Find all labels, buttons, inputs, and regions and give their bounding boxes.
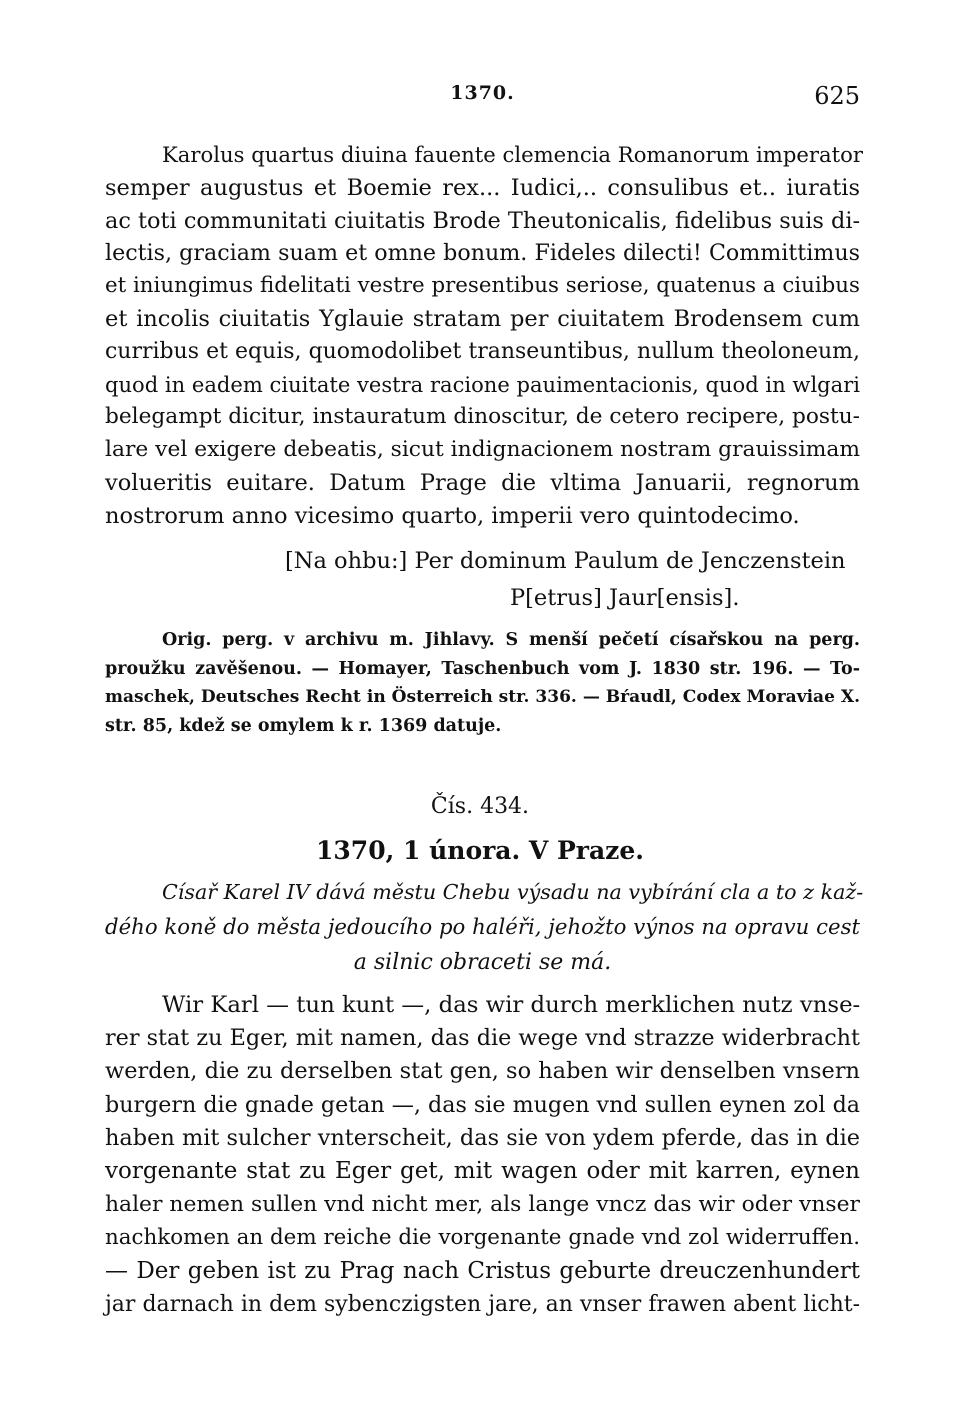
text-line: rer stat zu Eger, mit namen, das die wege vnd strazze widerbracht	[105, 1025, 860, 1052]
text-line: lectis, graciam suam et omne bonum. Fideles dilecti! Committimus	[105, 240, 860, 267]
document-number: Čís. 434.	[430, 794, 530, 819]
text-line: jar darnach in dem sybenczigsten jare, an vnser frawen abent licht-	[105, 1291, 860, 1317]
page-number: 625	[814, 82, 860, 110]
document-heading: 1370, 1 února. V Praze.	[316, 836, 644, 865]
summary-line: dého koně do města jedoucího po haléři, jehožto výnos na opravu cest	[105, 915, 860, 940]
text-line: Karolus quartus diuina fauente clemencia Romanorum imperator	[162, 142, 863, 167]
text-line: Wir Karl — tun kunt —, das wir durch merklichen nutz vnse-	[162, 992, 861, 1018]
running-header	[105, 82, 860, 112]
document-summary	[105, 875, 864, 980]
note-line: proužku zavěšenou. — Homayer, Taschenbuch vom J. 1830 str. 196. — To-	[105, 658, 860, 679]
text-line: haben mit sulcher vnterscheit, das sie von ydem pferde, das in die	[105, 1124, 860, 1151]
text-line: vorgenante stat zu Eger get, mit wagen oder mit karren, eynen	[105, 1157, 860, 1184]
text-line: volueritis euitare. Datum Prage die vltima Januarii, regnorum	[105, 469, 860, 496]
text-line: burgern die gnade getan —, das sie mugen vnd sullen eynen zol da	[105, 1091, 860, 1118]
note-line: maschek, Deutsches Recht in Österreich str. 336. — Bŕaudl, Codex Moraviae X.	[105, 687, 860, 707]
text-line: semper augustus et Boemie rex... Iudici,.. consulibus et.. iuratis	[105, 174, 860, 201]
signature-line-1: [Na ohbu:] Per dominum Paulum de Jenczenstein	[285, 548, 846, 574]
note-line: Orig. perg. v archivu m. Jihlavy. S menší pečetí císařskou na perg.	[162, 630, 860, 650]
text-line: ac toti communitati ciuitatis Brode Theutonicalis, fidelibus suis di-	[105, 207, 861, 234]
german-charter-text	[105, 989, 860, 1321]
text-line: belegampt dicitur, instauratum dinoscitur, de cetero recipere, postu-	[105, 404, 860, 430]
text-line: quod in eadem ciuitate vestra racione pauimentacionis, quod in wlgari	[105, 371, 860, 397]
text-line: et iniungimus fidelitati vestre presentibus seriose, quatenus a ciuibus	[105, 273, 860, 299]
summary-line: Císař Karel IV dává městu Chebu výsadu na vybírání cla a to z kaž-	[162, 880, 864, 904]
text-line: haler nemen sullen vnd nicht mer, als lange vncz das wir oder vnser	[105, 1192, 860, 1218]
text-line: lare vel exigere debeatis, sicut indignacionem nostram grauissimam	[105, 437, 860, 463]
text-line: nostrorum anno vicesimo quarto, imperii vero quintodecimo.	[105, 502, 800, 529]
text-line: et incolis ciuitatis Yglauie stratam per ciuitatem Brodensem cum	[105, 305, 860, 332]
note-line: str. 85, kdež se omylem k r. 1369 datuje.	[105, 715, 502, 736]
text-line: — Der geben ist zu Prag nach Cristus geburte dreuczenhundert	[105, 1257, 860, 1284]
text-line: curribus et equis, quomodolibet transeuntibus, nullum theoloneum,	[105, 338, 860, 364]
signature-line-2: P[etrus] Jaur[ensis].	[510, 585, 740, 611]
text-line: nachkomen an dem reiche die vorgenante gnade vnd zol widerruffen.	[105, 1225, 860, 1251]
header-year: 1370.	[450, 82, 515, 104]
latin-charter-text	[105, 139, 863, 533]
summary-line: a silnic obraceti se má.	[353, 950, 612, 975]
text-line: werden, die zu derselben stat gen, so haben wir denselben vnsern	[105, 1058, 860, 1085]
archival-notes	[105, 626, 860, 740]
